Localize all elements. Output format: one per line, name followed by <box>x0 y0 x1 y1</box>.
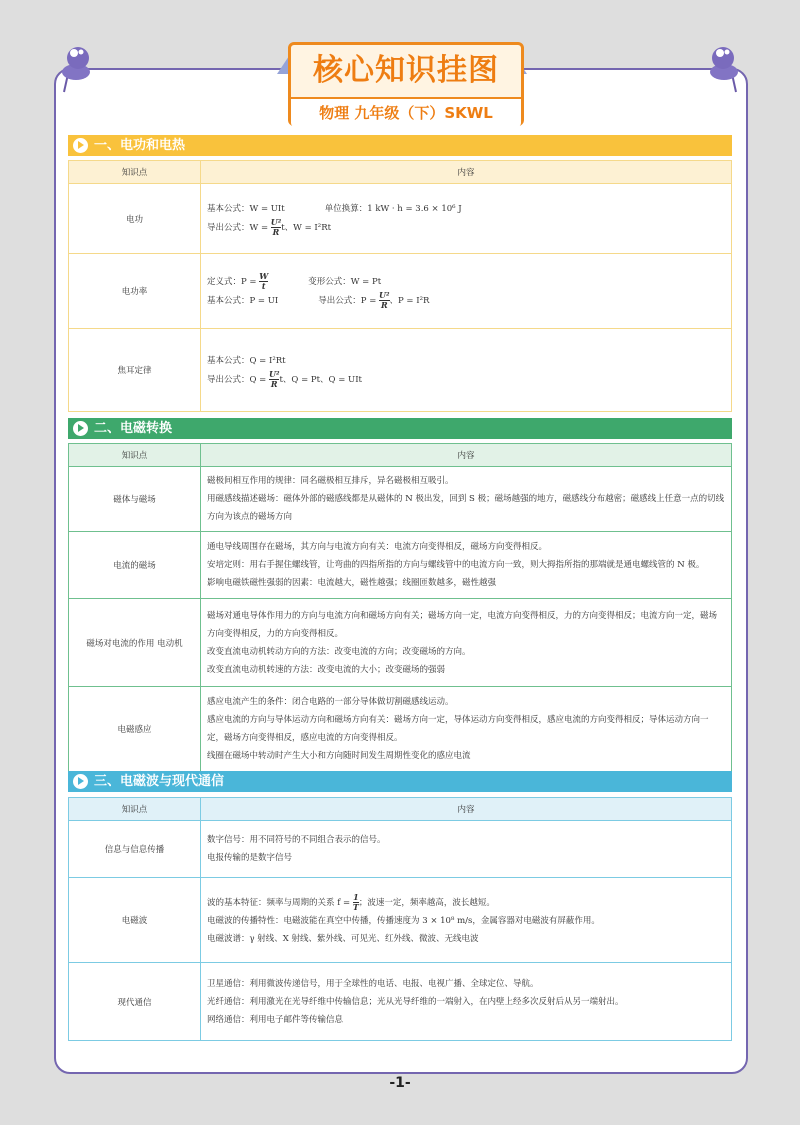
title-box <box>288 42 524 126</box>
table-row <box>69 687 732 772</box>
column-header-content: 内容 <box>201 444 732 467</box>
content-cell <box>201 329 732 412</box>
content-line <box>207 747 725 765</box>
knowledge-point: 电功率 <box>69 254 201 329</box>
knowledge-point: 现代通信 <box>69 963 201 1041</box>
text: 电报传输的是数字信号 <box>207 853 293 863</box>
text: 基本公式：P = UI <box>207 296 279 306</box>
content-cell <box>201 878 732 963</box>
table-row <box>69 599 732 687</box>
text: 改变直流电动机转动方向的方法：改变电流的方向；改变磁场的方向。 <box>207 646 471 657</box>
content-line <box>207 831 725 849</box>
content-line <box>207 849 725 867</box>
content-cell <box>201 599 732 687</box>
content-line <box>207 912 725 930</box>
table-row <box>69 821 732 878</box>
text: 、P = I²R <box>389 296 430 306</box>
text: 通电导线周围存在磁场，其方向与电流方向有关：电流方向变得相反，磁场方向变得相反。 <box>207 542 548 552</box>
text: 磁场对通电导体作用力的方向与电流方向和磁场方向有关；磁场方向一定，电流方向变得相反，力的方向变得相反；电流方向一定，磁场方向变得相反，力的方向变得相反。 <box>207 610 718 639</box>
play-arrow-icon <box>73 774 88 789</box>
content-cell <box>201 532 732 599</box>
text: 光纤通信：利用激光在光导纤维中传输信息；光从光导纤维的一端射入，在内壁上经多次反射后从另一端射出。 <box>207 996 624 1007</box>
content-line <box>207 607 725 643</box>
knowledge-point: 电功 <box>69 184 201 254</box>
text: 电磁波谱：γ 射线、X 射线、紫外线、可见光、红外线、微波、无线电波 <box>207 933 479 944</box>
text: 基本公式：W = UIt <box>207 204 285 214</box>
text: 感应电流的方向与导体运动方向和磁场方向有关：磁场方向一定，导体运动方向变得相反，感应电流的方向变得相反；导体运动方向一定，磁场方向变得相反，感应电流的方向变得相反。 <box>207 715 709 743</box>
table-row <box>69 963 732 1041</box>
page-subtitle: 物理 九年级（下）SKWL <box>291 99 521 127</box>
content-line <box>207 661 725 679</box>
table-row <box>69 184 732 254</box>
page-number: -1- <box>389 1075 411 1091</box>
text: 数字信号：用不同符号的不同组合表示的信号。 <box>207 835 386 845</box>
knowledge-point: 焦耳定律 <box>69 329 201 412</box>
text: 用磁感线描述磁场：磁体外部的磁感线都是从磁体的 N 极出发，回到 S 极；磁场越强的地方，磁感线分布越密；磁感线上任意一点的切线方向为该点的磁场方向 <box>207 494 725 522</box>
content-line <box>207 291 725 310</box>
text: 导出公式：Q = <box>207 374 269 385</box>
text: 波的基本特征：频率与周期的关系 f = <box>207 897 353 908</box>
text: 磁极间相互作用的规律：同名磁极相互排斥，异名磁极相互吸引。 <box>207 476 454 486</box>
content-line <box>207 352 725 370</box>
column-header-point: 知识点 <box>69 798 201 821</box>
table-row <box>69 467 732 532</box>
column-header-content: 内容 <box>201 798 732 821</box>
content-line <box>207 538 725 556</box>
knowledge-table <box>68 160 732 412</box>
fraction: $\frac{\text{U²}}{R}$ <box>270 217 282 237</box>
text: 网络通信：利用电子邮件等传输信息 <box>207 1014 344 1025</box>
content-line <box>207 200 725 218</box>
play-arrow-icon <box>73 138 88 153</box>
content-line <box>207 218 725 237</box>
section-header <box>68 135 732 156</box>
knowledge-point: 电磁感应 <box>69 687 201 772</box>
content-line <box>207 472 725 490</box>
text: t、Q = Pt、Q = UIt <box>279 374 362 385</box>
content-line <box>207 993 725 1011</box>
fraction: $\frac{1}{T}$ <box>352 891 359 912</box>
content-cell <box>201 963 732 1041</box>
pushpin-icon <box>58 44 94 94</box>
content-cell <box>201 687 732 772</box>
content-line <box>207 711 725 747</box>
content-line <box>207 370 725 389</box>
text: t、W = I²Rt <box>281 223 332 233</box>
text: 导出公式：W = <box>207 223 271 233</box>
text: 安培定则：用右手握住螺线管，让弯曲的四指所指的方向与螺线管中的电流方向一致，则大拇指所指的那端就是通电螺线管的 N 极。 <box>207 560 705 570</box>
content-line <box>207 272 725 291</box>
knowledge-point: 磁场对电流的作用 电动机 <box>69 599 201 687</box>
section-title: 二、电磁转换 <box>94 421 173 436</box>
content-line <box>207 1011 725 1029</box>
content-line <box>207 556 725 574</box>
content-line <box>207 643 725 661</box>
content-line <box>207 574 725 592</box>
text: 改变直流电动机转速的方法：改变电流的大小；改变磁场的强弱 <box>207 664 446 675</box>
table-header-row <box>69 161 732 184</box>
content-line <box>207 693 725 711</box>
content-cell <box>201 254 732 329</box>
column-header-content: 内容 <box>201 161 732 184</box>
table-row <box>69 878 732 963</box>
column-header-point: 知识点 <box>69 161 201 184</box>
content-cell <box>201 821 732 878</box>
table-header-row <box>69 798 732 821</box>
text: 卫星通信：利用微波传递信号，用于全球性的电话、电报、电视广播、全球定位、导航。 <box>207 978 539 989</box>
content-line <box>207 975 725 993</box>
table-row <box>69 532 732 599</box>
table-row <box>69 254 732 329</box>
knowledge-point: 磁体与磁场 <box>69 467 201 532</box>
text: 电磁波的传播特性：电磁波能在真空中传播，传播速度为 3 × 10⁸ m/s，金属容器对电磁波有屏蔽作用。 <box>207 915 600 926</box>
text: 影响电磁铁磁性强弱的因素：电流越大，磁性越强；线圈匝数越多，磁性越强 <box>207 578 497 588</box>
content-line <box>207 893 725 912</box>
knowledge-point: 信息与信息传播 <box>69 821 201 878</box>
knowledge-point: 电流的磁场 <box>69 532 201 599</box>
pushpin-icon <box>706 44 742 94</box>
text: 变形公式：W = Pt <box>308 277 382 287</box>
text: 定义式：P = <box>207 277 260 287</box>
fraction: $\frac{\text{U²}}{R}$ <box>379 290 390 310</box>
text: 单位换算：1 kW · h = 3.6 × 10⁶ J <box>324 204 462 214</box>
content-line <box>207 490 725 526</box>
fraction: $\frac{W}{t}$ <box>259 271 269 291</box>
page-title: 核心知识挂图 <box>291 45 521 99</box>
text: 导出公式：P = <box>318 296 380 306</box>
text: 线圈在磁场中转动时产生大小和方向随时间发生周期性变化的感应电流 <box>207 751 471 761</box>
play-arrow-icon <box>73 421 88 436</box>
table-header-row <box>69 444 732 467</box>
knowledge-point: 电磁波 <box>69 878 201 963</box>
section-title: 三、电磁波与现代通信 <box>94 774 225 789</box>
fraction: $\frac{\text{U²}}{R}$ <box>269 368 280 389</box>
section-title: 一、电功和电热 <box>94 138 186 153</box>
knowledge-table <box>68 443 732 772</box>
table-row <box>69 329 732 412</box>
content-cell <box>201 467 732 532</box>
content-cell <box>201 184 732 254</box>
text: ；波速一定，频率越高，波长越短。 <box>358 897 495 908</box>
content-line <box>207 930 725 948</box>
column-header-point: 知识点 <box>69 444 201 467</box>
section-header <box>68 771 732 792</box>
text: 基本公式：Q = I²Rt <box>207 355 286 366</box>
section-header <box>68 418 732 439</box>
knowledge-table <box>68 797 732 1041</box>
text: 感应电流产生的条件：闭合电路的一部分导体做切割磁感线运动。 <box>207 697 454 707</box>
